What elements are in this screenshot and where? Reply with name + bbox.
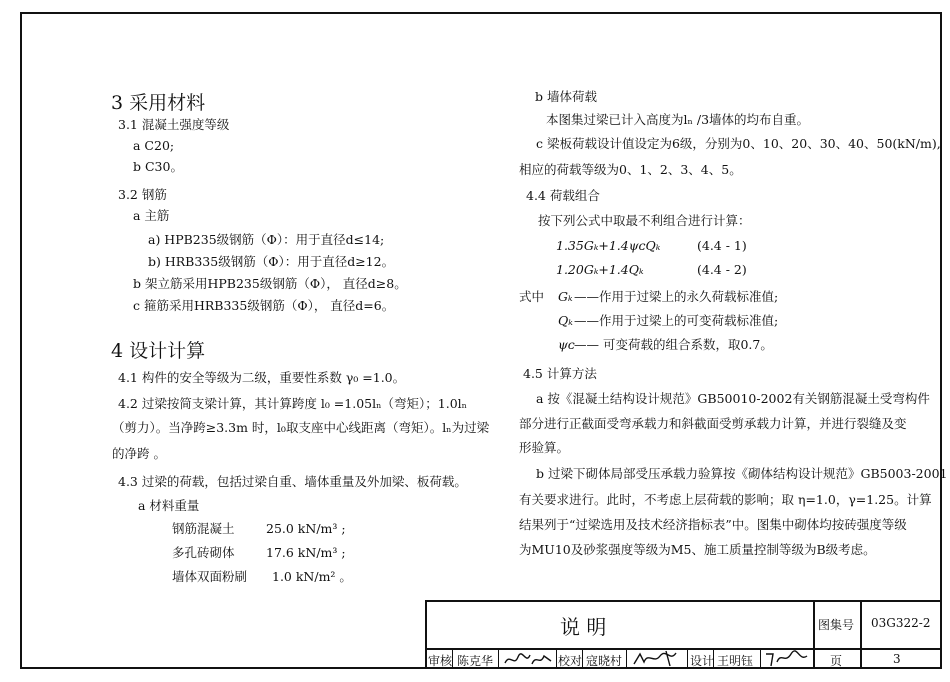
page-label: 页 bbox=[830, 654, 843, 668]
atlas-label: 图集号 bbox=[818, 618, 855, 632]
check-signature bbox=[630, 648, 686, 669]
section-4-heading: 4 设计计算 bbox=[111, 340, 206, 362]
section-4-4-intro: 按下列公式中取最不利组合进行计算： bbox=[538, 213, 751, 228]
section-3-2: 3.2 钢筋 bbox=[118, 187, 167, 202]
section-4-4: 4.4 荷载组合 bbox=[526, 188, 600, 203]
review-signature bbox=[502, 649, 554, 669]
review-name: 陈克华 bbox=[457, 654, 494, 668]
material-name: 多孔砖砌体 bbox=[172, 545, 235, 560]
method-b-line3: 结果列于“过梁选用及技术经济指标表”中。图集中砌体均按砖强度等级 bbox=[519, 517, 907, 532]
row-sep bbox=[452, 648, 453, 669]
section-4-2-line1: 4.2 过梁按简支梁计算，其计算跨度 l₀ =1.05lₙ（弯矩）；1.0lₙ bbox=[118, 396, 468, 411]
symbol-gk: Gₖ bbox=[558, 289, 573, 304]
title-block-vline bbox=[860, 600, 862, 669]
definition-psi-c: —— 可变荷载的组合系数，取0.7。 bbox=[574, 337, 773, 352]
check-name: 寇晓村 bbox=[586, 654, 623, 668]
wall-load-heading: b 墙体荷载 bbox=[535, 89, 597, 104]
section-3-heading: 3 采用材料 bbox=[111, 92, 206, 114]
symbol-psi-c: ψᴄ bbox=[558, 337, 575, 352]
section-3-2-c: c 箍筋采用HRB335级钢筋（Φ）， 直径d=6。 bbox=[133, 298, 395, 313]
section-3-2-a: a 主筋 bbox=[133, 208, 170, 223]
definition-qk: ——作用于过梁上的可变荷载标准值; bbox=[574, 313, 779, 328]
material-name: 钢筋混凝土 bbox=[172, 521, 235, 536]
formula-2-number: (4.4 - 2) bbox=[697, 262, 747, 277]
design-signature bbox=[763, 648, 811, 669]
row-sep bbox=[687, 648, 688, 669]
wall-load-text: 本图集过梁已计入高度为lₙ /3墙体的均布自重。 bbox=[546, 112, 810, 127]
material-value: 1.0 kN/m² 。 bbox=[272, 569, 352, 584]
row-sep bbox=[760, 648, 761, 669]
beam-load-line2: 相应的荷载等级为0、1、2、3、4、5。 bbox=[519, 162, 742, 177]
section-3-2-b: b 架立筋采用HPB235级钢筋（Φ）， 直径d≥8。 bbox=[133, 276, 407, 291]
section-4-3: 4.3 过梁的荷载，包括过梁自重、墙体重量及外加梁、板荷载。 bbox=[118, 474, 467, 489]
design-label: 设计 bbox=[690, 654, 715, 668]
formula-1-number: (4.4 - 1) bbox=[697, 238, 747, 253]
section-4-5: 4.5 计算方法 bbox=[523, 366, 597, 381]
rebar-hrb335: b) HRB335级钢筋（Φ）：用于直径d≥12。 bbox=[148, 254, 395, 269]
material-name: 墙体双面粉刷 bbox=[172, 569, 248, 584]
method-a-line2: 部分进行正截面受弯承载力和斜截面受剪承载力计算，并进行裂缝及变 bbox=[519, 416, 907, 431]
section-4-2-line3: 的净跨 。 bbox=[112, 446, 166, 461]
beam-load-line1: c 梁板荷载设计值设定为6级，分别为0、10、20、30、40、50(kN/m), bbox=[536, 136, 941, 151]
material-value: 25.0 kN/m³ ; bbox=[266, 521, 346, 536]
check-label: 校对 bbox=[558, 654, 583, 668]
section-3-1-b: b C30。 bbox=[133, 159, 183, 174]
section-3-1: 3.1 混凝土强度等级 bbox=[118, 117, 230, 132]
material-value: 17.6 kN/m³ ; bbox=[266, 545, 346, 560]
atlas-number: 03G322-2 bbox=[871, 616, 931, 630]
design-name: 王明钰 bbox=[717, 654, 754, 668]
section-4-3-a: a 材料重量 bbox=[138, 498, 200, 513]
method-b-line1: b 过梁下砌体局部受压承载力验算按《砌体结构设计规范》GB5003-2001 bbox=[536, 466, 948, 481]
definition-gk: ——作用于过梁上的永久荷载标准值; bbox=[574, 289, 779, 304]
row-sep bbox=[498, 648, 499, 669]
section-4-1: 4.1 构件的安全等级为二级，重要性系数 γ₀ =1.0。 bbox=[118, 370, 406, 385]
sheet-title: 说 明 bbox=[560, 615, 607, 639]
method-b-line2: 有关要求进行。此时，不考虑上层荷载的影响；取 η=1.0，γ=1.25。计算 bbox=[519, 492, 932, 507]
method-a-line3: 形验算。 bbox=[519, 440, 570, 455]
title-block-vline bbox=[813, 600, 815, 669]
rebar-hpb235: a) HPB235级钢筋（Φ）：用于直径d≤14; bbox=[148, 232, 385, 247]
row-sep bbox=[626, 648, 627, 669]
method-a-line1: a 按《混凝土结构设计规范》GB50010-2002有关钢筋混凝土受弯构件 bbox=[536, 391, 930, 406]
formula-1: 1.35Gₖ+1.4ψᴄQₖ bbox=[556, 238, 661, 253]
section-3-1-a: a C20; bbox=[133, 138, 175, 153]
section-4-2-line2: （剪力）。当净跨≥3.3m 时，l₀取支座中心线距离（弯矩）。lₙ为过梁 bbox=[112, 420, 490, 435]
method-b-line4: 为MU10及砂浆强度等级为M5、施工质量控制等级为B级考虑。 bbox=[519, 542, 876, 557]
symbol-qk: Qₖ bbox=[558, 313, 573, 328]
review-label: 审核 bbox=[428, 654, 453, 668]
formula-2: 1.20Gₖ+1.4Qₖ bbox=[556, 262, 644, 277]
row-sep bbox=[556, 648, 557, 669]
page-number: 3 bbox=[893, 652, 901, 666]
where-label: 式中 bbox=[519, 289, 545, 304]
row-sep bbox=[582, 648, 583, 669]
